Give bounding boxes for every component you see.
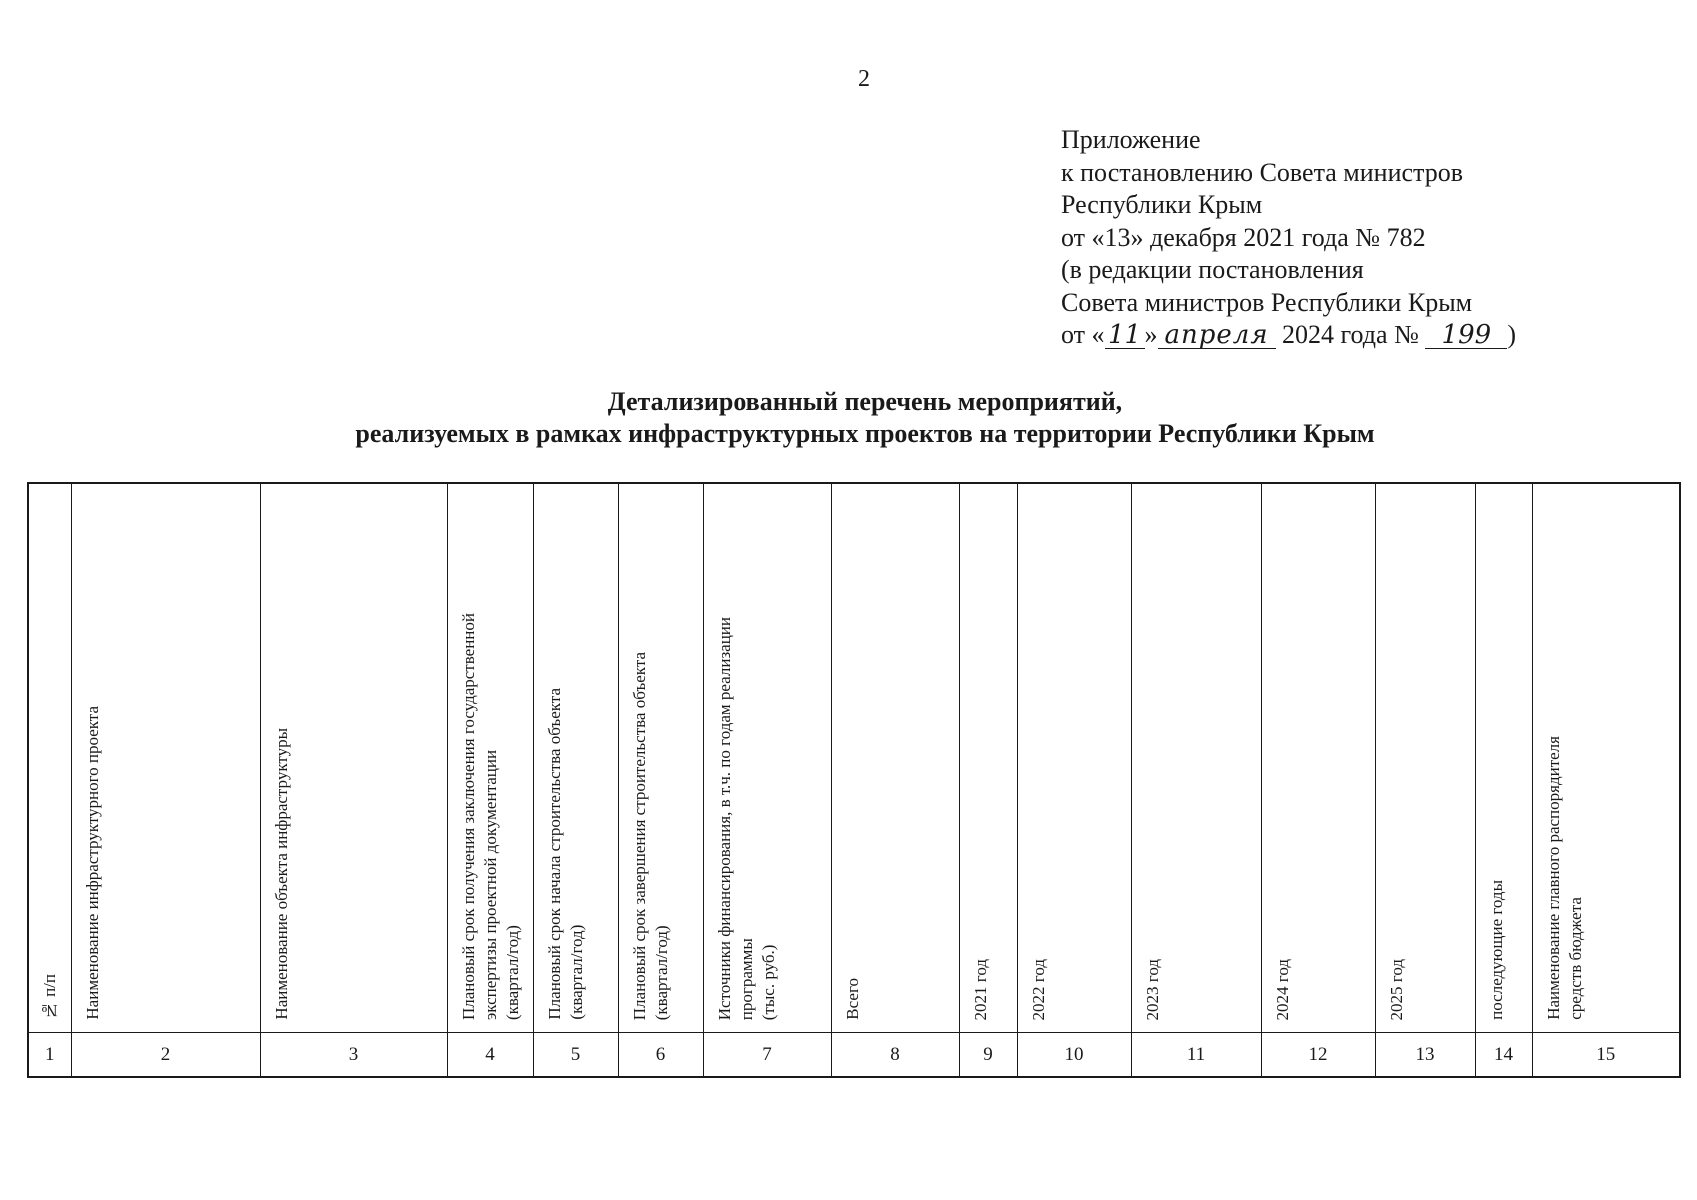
header-text: Всего [842,978,862,1020]
header-text: Плановый срок начала строительства объекта (квартал/год) [544,688,586,1020]
header-cell [831,483,959,1033]
appendix-line: Приложение [1061,125,1201,154]
handwritten-month: апреля [1158,322,1276,349]
header-cell [959,483,1017,1033]
header-text: № п/п [40,973,59,1020]
column-number-cell: 10 [1017,1033,1131,1078]
header-text: Наименование инфраструктурного проекта [82,706,102,1020]
column-number-cell: 3 [260,1033,447,1078]
header-cell [28,483,71,1033]
header-cell [1532,483,1680,1033]
column-number-cell: 7 [703,1033,831,1078]
column-number-cell: 5 [533,1033,618,1078]
appendix-block [1061,124,1516,352]
quote-close: » [1144,320,1158,349]
header-text: Плановый срок завершения строительства объекта (квартал/год) [629,651,671,1020]
document-title-line-2: реализуемых в рамках инфраструктурных проектов на территории Республики Крым [355,419,1375,448]
column-number-cell: 2 [71,1033,260,1078]
header-text: 2023 год [1142,958,1162,1020]
appendix-line: Совета министров Республики Крым [1061,287,1473,317]
amendment-date-line [1061,319,1516,352]
document-title-line-1: Детализированный перечень мероприятий, [607,387,1123,416]
header-cell [1261,483,1375,1033]
page-number: 2 [858,66,870,92]
table-header-row [28,483,1680,1033]
header-text: Плановый срок получения заключения государственной экспертизы проектной документации (квартал/год) [458,612,522,1020]
column-number-cell: 1 [28,1033,71,1078]
header-text: 2022 год [1028,958,1048,1020]
header-cell [533,483,618,1033]
header-text: 2021 год [970,958,990,1020]
header-cell [447,483,533,1033]
column-number-cell: 13 [1375,1033,1475,1078]
column-number-cell: 12 [1261,1033,1375,1078]
header-text: 2025 год [1386,958,1406,1020]
handwritten-day: 11 [1105,322,1145,349]
amendment-prefix: от « [1061,320,1105,349]
column-number-cell: 14 [1475,1033,1532,1078]
column-number-cell: 4 [447,1033,533,1078]
measures-table [27,482,1681,1078]
column-number-row [28,1033,1680,1078]
header-cell [1131,483,1261,1033]
column-number-cell: 11 [1131,1033,1261,1078]
header-cell [71,483,260,1033]
header-text: Наименование главного распорядителя средств бюджета [1543,736,1585,1020]
column-number-cell: 6 [618,1033,703,1078]
header-cell [618,483,703,1033]
column-number-cell: 8 [831,1033,959,1078]
column-number-cell: 15 [1532,1033,1680,1078]
header-cell [1375,483,1475,1033]
header-text: последующие годы [1486,880,1506,1020]
column-number-cell: 9 [959,1033,1017,1078]
header-text: Источники финансирования, в т.ч. по годам реализации программы (тыс. руб.) [714,616,778,1020]
appendix-line: от «13» декабря 2021 года № 782 [1061,222,1426,252]
header-text: 2024 год [1272,958,1292,1020]
handwritten-number: 199 [1425,322,1507,349]
appendix-line: (в редакции постановления [1061,255,1364,284]
header-cell [703,483,831,1033]
header-cell [1017,483,1131,1033]
closing-paren: ) [1507,320,1517,349]
appendix-line: Республики Крым [1061,190,1263,219]
appendix-line: к постановлению Совета министров [1061,157,1463,187]
header-text: Наименование объекта инфраструктуры [271,728,291,1020]
header-cell [1475,483,1532,1033]
amendment-year-text: 2024 года № [1275,320,1426,349]
header-cell [260,483,447,1033]
